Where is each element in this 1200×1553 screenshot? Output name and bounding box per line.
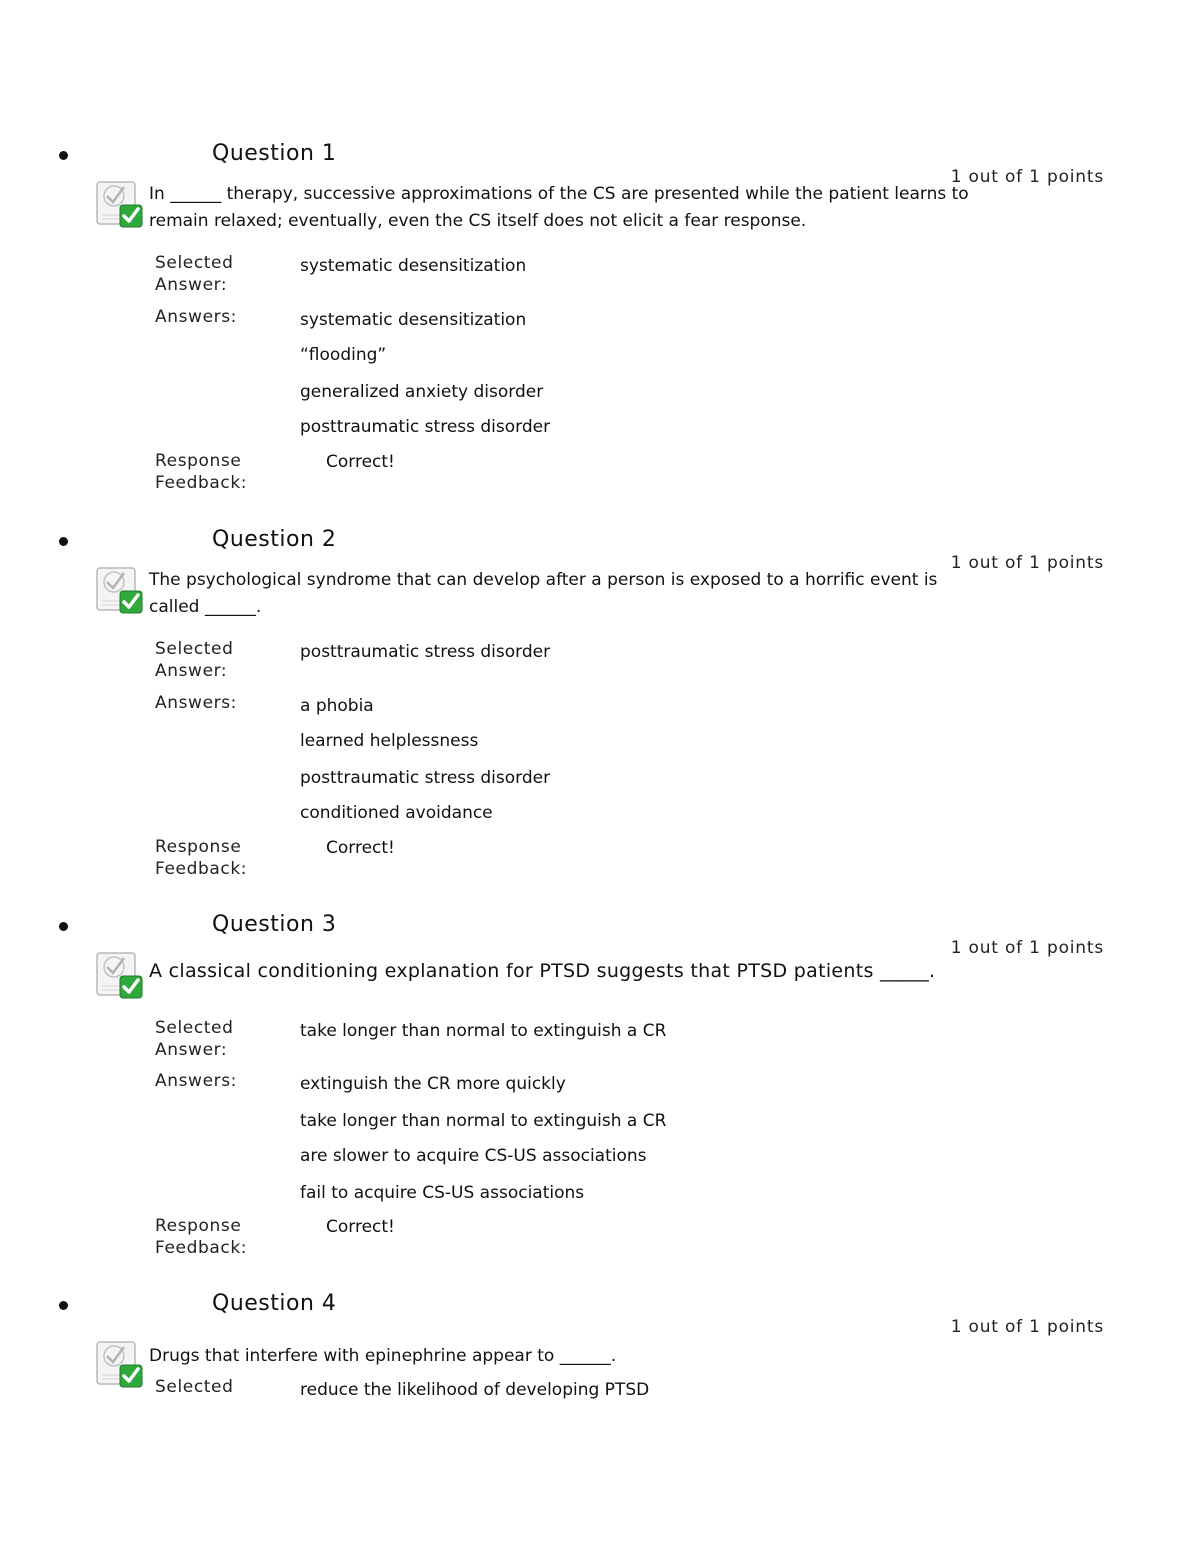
question-4 [0, 1291, 1200, 1431]
question-title: Question 4 [212, 1291, 337, 1316]
question-points: 1 out of 1 points [950, 553, 1104, 573]
list-bullet [59, 151, 68, 160]
answers-label: Answers: [155, 307, 237, 327]
correct-check-icon [96, 565, 144, 615]
selected-answer-label: Selected Answer: [155, 253, 234, 295]
answer-option: conditioned avoidance [300, 803, 493, 823]
list-bullet [59, 537, 68, 546]
selected-answer-label: Selected [155, 1377, 234, 1397]
correct-check-icon [96, 179, 144, 229]
selected-answer: systematic desensitization [300, 256, 527, 276]
answer-option: a phobia [300, 696, 374, 716]
answer-option: systematic desensitization [300, 310, 527, 330]
question-points: 1 out of 1 points [950, 167, 1104, 187]
answer-option: are slower to acquire CS-US associations [300, 1146, 647, 1166]
response-feedback-label: Response Feedback: [155, 837, 248, 879]
question-title: Question 1 [212, 141, 337, 166]
answer-option: fail to acquire CS-US associations [300, 1183, 585, 1203]
question-text: Drugs that interfere with epinephrine appear to ______. [149, 1346, 617, 1366]
question-2 [0, 527, 1200, 907]
response-feedback: Correct! [326, 1217, 395, 1237]
response-feedback: Correct! [326, 838, 395, 858]
answer-option: generalized anxiety disorder [300, 382, 544, 402]
question-text: In ______ therapy, successive approximations of the CS are presented while the patient learns to remain relaxed; eventually, even the CS itself does not elicit a fear response. [149, 184, 969, 231]
selected-answer-label: Selected Answer: [155, 1018, 234, 1060]
response-feedback-label: Response Feedback: [155, 451, 248, 493]
question-title: Question 3 [212, 912, 337, 937]
question-points: 1 out of 1 points [950, 938, 1104, 958]
question-title: Question 2 [212, 527, 337, 552]
list-bullet [59, 922, 68, 931]
selected-answer: take longer than normal to extinguish a CR [300, 1021, 667, 1041]
answer-option: posttraumatic stress disorder [300, 417, 551, 437]
answer-option: posttraumatic stress disorder [300, 768, 551, 788]
answer-option: learned helplessness [300, 731, 479, 751]
response-feedback: Correct! [326, 452, 395, 472]
correct-check-icon [96, 950, 144, 1000]
selected-answer-label: Selected Answer: [155, 639, 234, 681]
answer-option: extinguish the CR more quickly [300, 1074, 566, 1094]
answers-label: Answers: [155, 1071, 237, 1091]
answer-option: take longer than normal to extinguish a CR [300, 1111, 667, 1131]
selected-answer: reduce the likelihood of developing PTSD [300, 1380, 650, 1400]
answer-option: “flooding” [300, 345, 387, 365]
correct-check-icon [96, 1339, 144, 1389]
response-feedback-label: Response Feedback: [155, 1216, 248, 1258]
question-3 [0, 912, 1200, 1292]
question-1 [0, 141, 1200, 521]
question-text: The psychological syndrome that can develop after a person is exposed to a horrific event is called ______. [149, 570, 938, 617]
question-points: 1 out of 1 points [950, 1317, 1104, 1337]
question-text: A classical conditioning explanation for PTSD suggests that PTSD patients _____. [149, 960, 936, 982]
selected-answer: posttraumatic stress disorder [300, 642, 551, 662]
list-bullet [59, 1301, 68, 1310]
answers-label: Answers: [155, 693, 237, 713]
